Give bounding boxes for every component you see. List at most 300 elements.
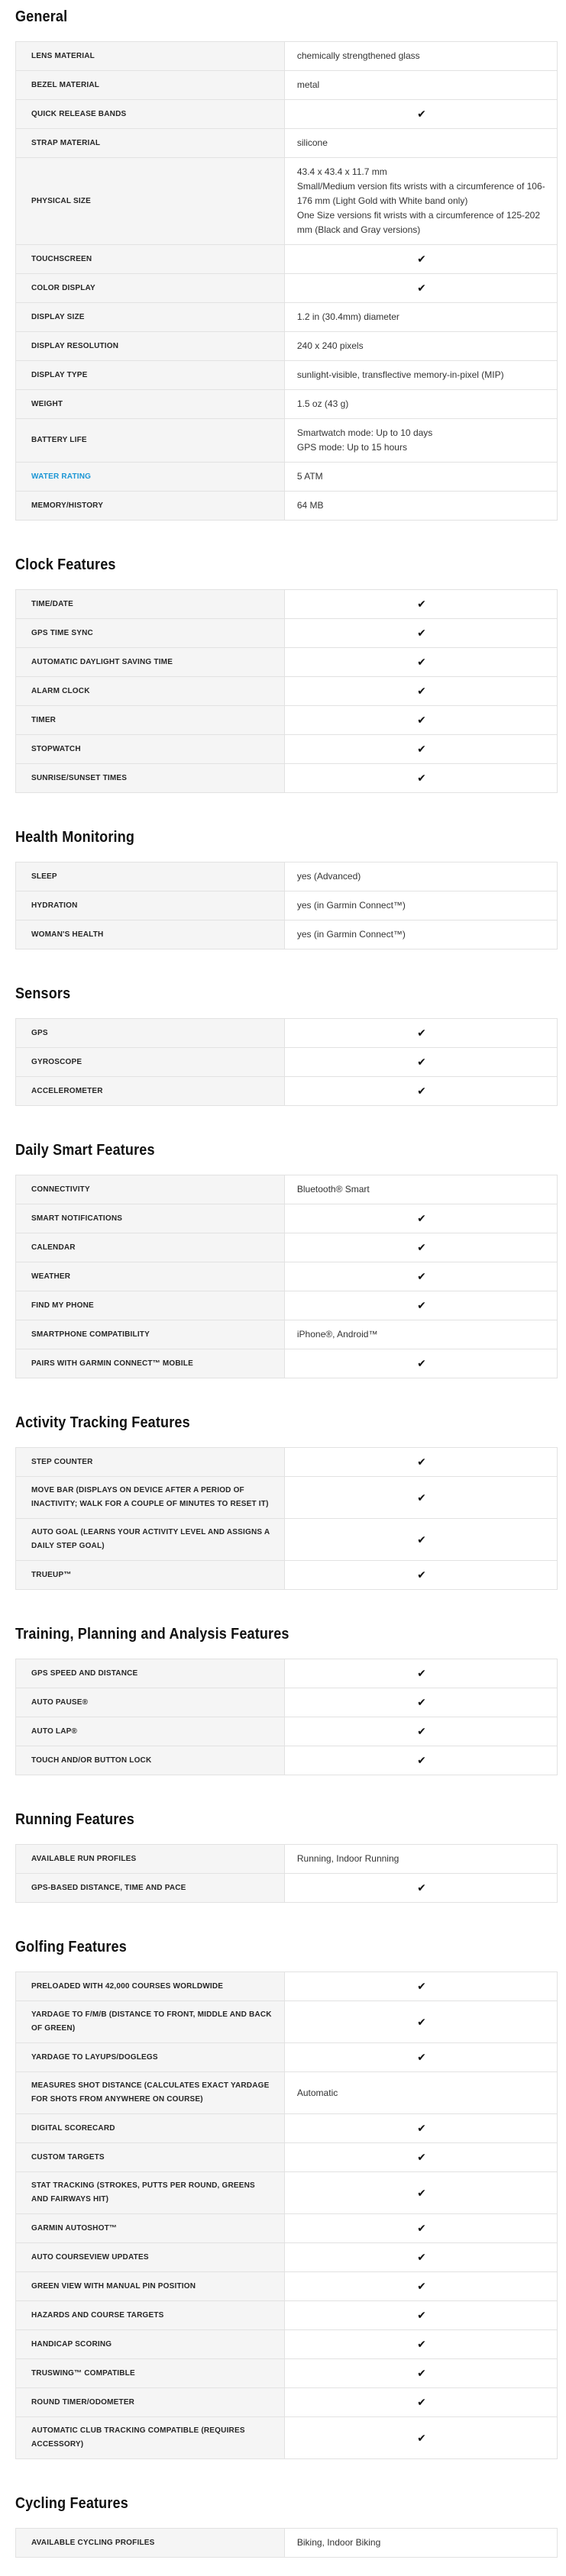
spec-label: BATTERY LIFE [31,436,87,444]
spec-label-cell [16,274,285,302]
checkmark-icon: ✔ [417,2051,426,2063]
checkmark-icon: ✔ [417,2367,426,2379]
spec-value-cell [285,463,557,491]
spec-value-cell [285,862,557,891]
spec-value-cell [285,492,557,520]
spec-label: TRUEUP™ [31,1570,72,1579]
spec-label: FIND MY PHONE [31,1301,94,1310]
spec-value-cell [285,2172,557,2213]
spec-table [15,589,558,793]
spec-value-cell [285,1175,557,1204]
spec-section [15,1141,558,1378]
spec-label: COLOR DISPLAY [31,283,95,292]
section-title: Cycling Features [15,2495,128,2512]
spec-label: BEZEL MATERIAL [31,80,100,89]
spec-value-cell [285,2214,557,2242]
spec-label: AVAILABLE CYCLING PROFILES [31,2538,155,2547]
spec-label: YARDAGE TO F/M/B (DISTANCE TO FRONT, MIDDLE AND BACK OF GREEN) [31,2010,272,2033]
spec-row [16,891,557,920]
spec-label: DISPLAY TYPE [31,370,88,379]
spec-value-line: silicone [296,137,328,148]
spec-value-cell [285,1204,557,1233]
checkmark-icon: ✔ [417,1980,426,1992]
spec-label: ROUND TIMER/ODOMETER [31,2397,135,2407]
section-title: Training, Planning and Analysis Features [15,1626,289,1643]
spec-label: MOVE BAR (DISPLAYS ON DEVICE AFTER A PERIOD OF INACTIVITY; WALK FOR A COUPLE OF MINUTES TO RESET IT) [31,1486,269,1508]
spec-label-cell [16,463,285,491]
spec-label-cell [16,1688,285,1717]
spec-table [15,1971,558,2459]
spec-label-cell [16,2529,285,2557]
spec-label-cell [16,2272,285,2300]
spec-label: AUTOMATIC DAYLIGHT SAVING TIME [31,657,173,666]
checkmark-icon: ✔ [417,2431,426,2444]
spec-label: STEP COUNTER [31,1457,93,1466]
spec-value-cell [285,2243,557,2271]
section-title: Daily Smart Features [15,1142,155,1159]
spec-table [15,1175,558,1378]
spec-label: AUTO COURSEVIEW UPDATES [31,2252,149,2262]
spec-label: AVAILABLE RUN PROFILES [31,1854,137,1863]
spec-label-cell [16,1349,285,1378]
spec-row [16,419,557,463]
spec-value-cell [285,648,557,676]
spec-label: TIME/DATE [31,599,73,608]
spec-table [15,1844,558,1903]
spec-label-cell [16,1746,285,1775]
spec-label: MEASURES SHOT DISTANCE (CALCULATES EXACT YARDAGE FOR SHOTS FROM ANYWHERE ON COURSE) [31,2081,270,2104]
spec-row [16,492,557,521]
spec-section [15,8,558,521]
spec-value-line: yes (in Garmin Connect™) [296,900,406,911]
spec-label: CONNECTIVITY [31,1185,90,1194]
spec-value-cell [285,2272,557,2300]
spec-label-cell [16,1561,285,1589]
spec-label-cell [16,245,285,273]
spec-label-cell [16,764,285,792]
spec-row [16,677,557,706]
checkmark-icon: ✔ [417,1241,426,1253]
spec-label-cell [16,1175,285,1204]
spec-value-cell [285,1320,557,1349]
spec-row [16,862,557,891]
spec-value-line: chemically strengthened glass [296,50,420,61]
spec-row [16,100,557,129]
spec-label-cell [16,2214,285,2242]
checkmark-icon: ✔ [417,2396,426,2408]
spec-value-cell [285,2072,557,2113]
spec-label: STAT TRACKING (STROKES, PUTTS PER ROUND, GREENS AND FAIRWAYS HIT) [31,2181,255,2204]
spec-label: ACCELEROMETER [31,1086,103,1095]
spec-label-cell [16,1291,285,1320]
spec-row [16,129,557,158]
spec-value-cell [285,71,557,99]
spec-row [16,1077,557,1106]
checkmark-icon: ✔ [417,772,426,784]
spec-row [16,735,557,764]
spec-label: DIGITAL SCORECARD [31,2123,115,2133]
spec-label-cell [16,42,285,70]
spec-value-cell [285,1448,557,1476]
spec-label: SUNRISE/SUNSET TIMES [31,773,128,782]
spec-table [15,2528,558,2558]
spec-label: GPS TIME SYNC [31,628,93,637]
spec-row [16,71,557,100]
spec-value-line: One Size versions fit wrists with a circumference of 125-202 mm (Black and Gray versions) [296,210,541,235]
spec-row [16,764,557,793]
spec-label: GPS SPEED AND DISTANCE [31,1668,138,1678]
spec-row [16,1048,557,1077]
spec-label: GPS [31,1028,48,1037]
spec-label: GREEN VIEW WITH MANUAL PIN POSITION [31,2281,196,2291]
spec-label-cell [16,1972,285,2001]
spec-value-cell [285,1048,557,1076]
spec-value-line: metal [296,79,320,90]
spec-row [16,1448,557,1477]
checkmark-icon: ✔ [417,2015,426,2028]
spec-label-cell [16,2301,285,2329]
spec-value-cell [285,1077,557,1105]
spec-row [16,1519,557,1561]
spec-value-cell [285,2330,557,2358]
spec-row [16,1717,557,1746]
spec-row [16,2214,557,2243]
spec-section [15,828,558,949]
spec-label: AUTO GOAL (LEARNS YOUR ACTIVITY LEVEL AND ASSIGNS A DAILY STEP GOAL) [31,1528,270,1550]
spec-row [16,619,557,648]
spec-label-cell [16,1874,285,1902]
spec-label-cell [16,332,285,360]
spec-label: SMARTPHONE COMPATIBILITY [31,1330,150,1339]
spec-value-cell [285,1845,557,1873]
spec-label: PHYSICAL SIZE [31,196,91,205]
spec-value-cell [285,42,557,70]
spec-value-cell [285,706,557,734]
spec-label-cell [16,1262,285,1291]
spec-label-cell [16,735,285,763]
spec-label-cell [16,590,285,618]
spec-label-cell [16,2143,285,2171]
spec-label-cell [16,1477,285,1518]
spec-label: YARDAGE TO LAYUPS/DOGLEGS [31,2052,158,2062]
section-title: Activity Tracking Features [15,1414,190,1431]
spec-label-cell [16,2388,285,2416]
spec-row [16,274,557,303]
spec-label: GYROSCOPE [31,1057,82,1066]
spec-row [16,1845,557,1874]
spec-row [16,42,557,71]
spec-label: DISPLAY SIZE [31,312,85,321]
spec-row [16,1874,557,1903]
spec-label-cell [16,2330,285,2358]
spec-value-cell [285,1972,557,2001]
spec-label-cell [16,2172,285,2213]
spec-value-cell [285,245,557,273]
spec-value-cell [285,1746,557,1775]
spec-row [16,2243,557,2272]
spec-row [16,1291,557,1320]
checkmark-icon: ✔ [417,2151,426,2163]
spec-value-cell [285,332,557,360]
checkmark-icon: ✔ [417,1299,426,1311]
spec-label-cell [16,1448,285,1476]
spec-section [15,556,558,793]
checkmark-icon: ✔ [417,1881,426,1894]
spec-value-line: yes (Advanced) [296,871,361,882]
spec-value-cell [285,2043,557,2071]
spec-row [16,1477,557,1519]
spec-label: HAZARDS AND COURSE TARGETS [31,2310,164,2320]
section-title: Golfing Features [15,1939,127,1955]
spec-value-cell [285,274,557,302]
spec-label-cell [16,1320,285,1349]
spec-row [16,158,557,245]
spec-label-cell [16,1519,285,1560]
spec-value-line: GPS mode: Up to 15 hours [296,442,407,453]
checkmark-icon: ✔ [417,1357,426,1369]
spec-label-cell [16,419,285,462]
checkmark-icon: ✔ [417,1533,426,1546]
checkmark-icon: ✔ [417,2122,426,2134]
spec-value-line: sunlight-visible, transflective memory-in-pixel (MIP) [296,369,504,380]
spec-label-cell [16,1019,285,1047]
spec-row [16,2172,557,2214]
spec-value-line: Smartwatch mode: Up to 10 days [296,427,433,438]
spec-value-cell [285,1019,557,1047]
spec-value-cell [285,129,557,157]
spec-label: HYDRATION [31,901,78,910]
spec-label: TOUCHSCREEN [31,254,92,263]
checkmark-icon: ✔ [417,1667,426,1679]
spec-label-cell [16,1233,285,1262]
spec-row [16,920,557,949]
section-title: Sensors [15,985,71,1002]
spec-label-cell [16,677,285,705]
spec-value-cell [285,1349,557,1378]
spec-value-line: Bluetooth® Smart [296,1184,370,1195]
spec-value-line: 5 ATM [296,471,323,482]
spec-row [16,2359,557,2388]
spec-row [16,1262,557,1291]
spec-label-cell [16,2417,285,2458]
spec-label: AUTO PAUSE® [31,1697,89,1707]
spec-value-cell [285,1233,557,1262]
spec-section [15,1810,558,1903]
checkmark-icon: ✔ [417,598,426,610]
checkmark-icon: ✔ [417,1056,426,1068]
spec-label: TRUSWING™ COMPATIBLE [31,2368,135,2378]
spec-label: PAIRS WITH GARMIN CONNECT™ MOBILE [31,1359,193,1368]
checkmark-icon: ✔ [417,1754,426,1766]
spec-label: STRAP MATERIAL [31,138,101,147]
spec-label-cell [16,100,285,128]
spec-row [16,2001,557,2043]
spec-value-line: 43.4 x 43.4 x 11.7 mm [296,166,387,177]
checkmark-icon: ✔ [417,1725,426,1737]
spec-label-cell [16,129,285,157]
spec-row [16,1019,557,1048]
checkmark-icon: ✔ [417,1491,426,1504]
checkmark-icon: ✔ [417,1027,426,1039]
spec-value-cell [285,920,557,949]
spec-row [16,1204,557,1233]
spec-row [16,1320,557,1349]
spec-label-cell [16,1077,285,1105]
spec-label-cell [16,71,285,99]
spec-value-cell [285,1874,557,1902]
spec-value-cell [285,303,557,331]
spec-value-cell [285,2388,557,2416]
checkmark-icon: ✔ [417,282,426,294]
spec-value-cell [285,1477,557,1518]
spec-row [16,2529,557,2558]
spec-section [15,1414,558,1590]
spec-value-line: 1.2 in (30.4mm) diameter [296,311,399,322]
spec-label-cell [16,390,285,418]
spec-row [16,303,557,332]
spec-value-line: Running, Indoor Running [296,1853,399,1864]
spec-label: PRELOADED WITH 42,000 COURSES WORLDWIDE [31,1981,224,1991]
spec-label-cell [16,862,285,891]
spec-label: TIMER [31,715,57,724]
spec-label: TOUCH AND/OR BUTTON LOCK [31,1755,152,1765]
spec-label: STOPWATCH [31,744,81,753]
spec-table [15,862,558,949]
spec-label: AUTOMATIC CLUB TRACKING COMPATIBLE (REQUIRES ACCESSORY) [31,2426,245,2449]
checkmark-icon: ✔ [417,714,426,726]
spec-value-cell [285,2114,557,2142]
spec-label: QUICK RELEASE BANDS [31,109,127,118]
spec-value-cell [285,735,557,763]
spec-row [16,1175,557,1204]
spec-label-cell [16,158,285,244]
spec-row [16,706,557,735]
spec-value-line: Automatic [296,2087,338,2098]
spec-label-cell [16,619,285,647]
spec-value-cell [285,2301,557,2329]
spec-row [16,361,557,390]
spec-table [15,1659,558,1775]
spec-label: MEMORY/HISTORY [31,501,104,510]
spec-value-cell [285,1688,557,1717]
spec-label-cell [16,361,285,389]
spec-row [16,390,557,419]
spec-label-cell [16,2243,285,2271]
spec-label-cell [16,2043,285,2071]
spec-value-line: iPhone®, Android™ [296,1329,378,1340]
spec-value-line: 240 x 240 pixels [296,340,364,351]
checkmark-icon: ✔ [417,1568,426,1581]
spec-label: WEIGHT [31,399,63,408]
spec-label: CUSTOM TARGETS [31,2152,105,2162]
spec-value-cell [285,619,557,647]
spec-label-cell [16,1048,285,1076]
spec-label: DISPLAY RESOLUTION [31,341,119,350]
spec-value-cell [285,2143,557,2171]
spec-label-cell [16,492,285,520]
spec-label: CALENDAR [31,1243,76,1252]
spec-row [16,1688,557,1717]
spec-row [16,2388,557,2417]
spec-value-cell [285,677,557,705]
checkmark-icon: ✔ [417,656,426,668]
spec-label-cell [16,1845,285,1873]
spec-label-cell [16,1204,285,1233]
checkmark-icon: ✔ [417,1270,426,1282]
spec-label-cell [16,2072,285,2113]
spec-section [15,985,558,1106]
spec-value-cell [285,1262,557,1291]
spec-row [16,2301,557,2330]
spec-value-cell [285,2001,557,2042]
spec-value-cell [285,1561,557,1589]
spec-row [16,1233,557,1262]
checkmark-icon: ✔ [417,743,426,755]
spec-label: GARMIN AUTOSHOT™ [31,2223,118,2233]
spec-row [16,245,557,274]
spec-value-cell [285,361,557,389]
checkmark-icon: ✔ [417,253,426,265]
spec-row [16,2043,557,2072]
spec-label-cell [16,920,285,949]
checkmark-icon: ✔ [417,2251,426,2263]
spec-value-cell [285,1519,557,1560]
spec-value-cell [285,2359,557,2387]
spec-label-cell [16,1659,285,1688]
spec-section [15,2494,558,2558]
spec-row [16,463,557,492]
spec-table [15,1018,558,1106]
spec-row [16,2114,557,2143]
spec-label: HANDICAP SCORING [31,2339,112,2349]
checkmark-icon: ✔ [417,1212,426,1224]
checkmark-icon: ✔ [417,2338,426,2350]
checkmark-icon: ✔ [417,108,426,120]
spec-value-cell [285,590,557,618]
checkmark-icon: ✔ [417,2186,426,2199]
spec-label: ALARM CLOCK [31,686,90,695]
checkmark-icon: ✔ [417,1085,426,1097]
spec-row [16,1561,557,1590]
spec-label: WOMAN'S HEALTH [31,930,104,939]
spec-label: LENS MATERIAL [31,51,95,60]
spec-row [16,648,557,677]
checkmark-icon: ✔ [417,685,426,697]
spec-row [16,2143,557,2172]
spec-label: WEATHER [31,1272,71,1281]
checkmark-icon: ✔ [417,2309,426,2321]
spec-label-cell [16,1717,285,1746]
spec-table [15,41,558,521]
spec-row [16,2330,557,2359]
spec-value-cell [285,1717,557,1746]
spec-row [16,1659,557,1688]
spec-value-line: 64 MB [296,500,324,511]
spec-value-cell [285,1291,557,1320]
checkmark-icon: ✔ [417,1456,426,1468]
spec-label-cell [16,2359,285,2387]
spec-section [15,1625,558,1775]
spec-label: AUTO LAP® [31,1726,78,1736]
spec-row [16,2417,557,2459]
spec-row [16,590,557,619]
section-title: Clock Features [15,556,116,573]
section-title: Running Features [15,1811,134,1828]
spec-table [15,1447,558,1590]
water-rating-link[interactable]: WATER RATING [31,472,92,481]
checkmark-icon: ✔ [417,2222,426,2234]
spec-label-cell [16,706,285,734]
